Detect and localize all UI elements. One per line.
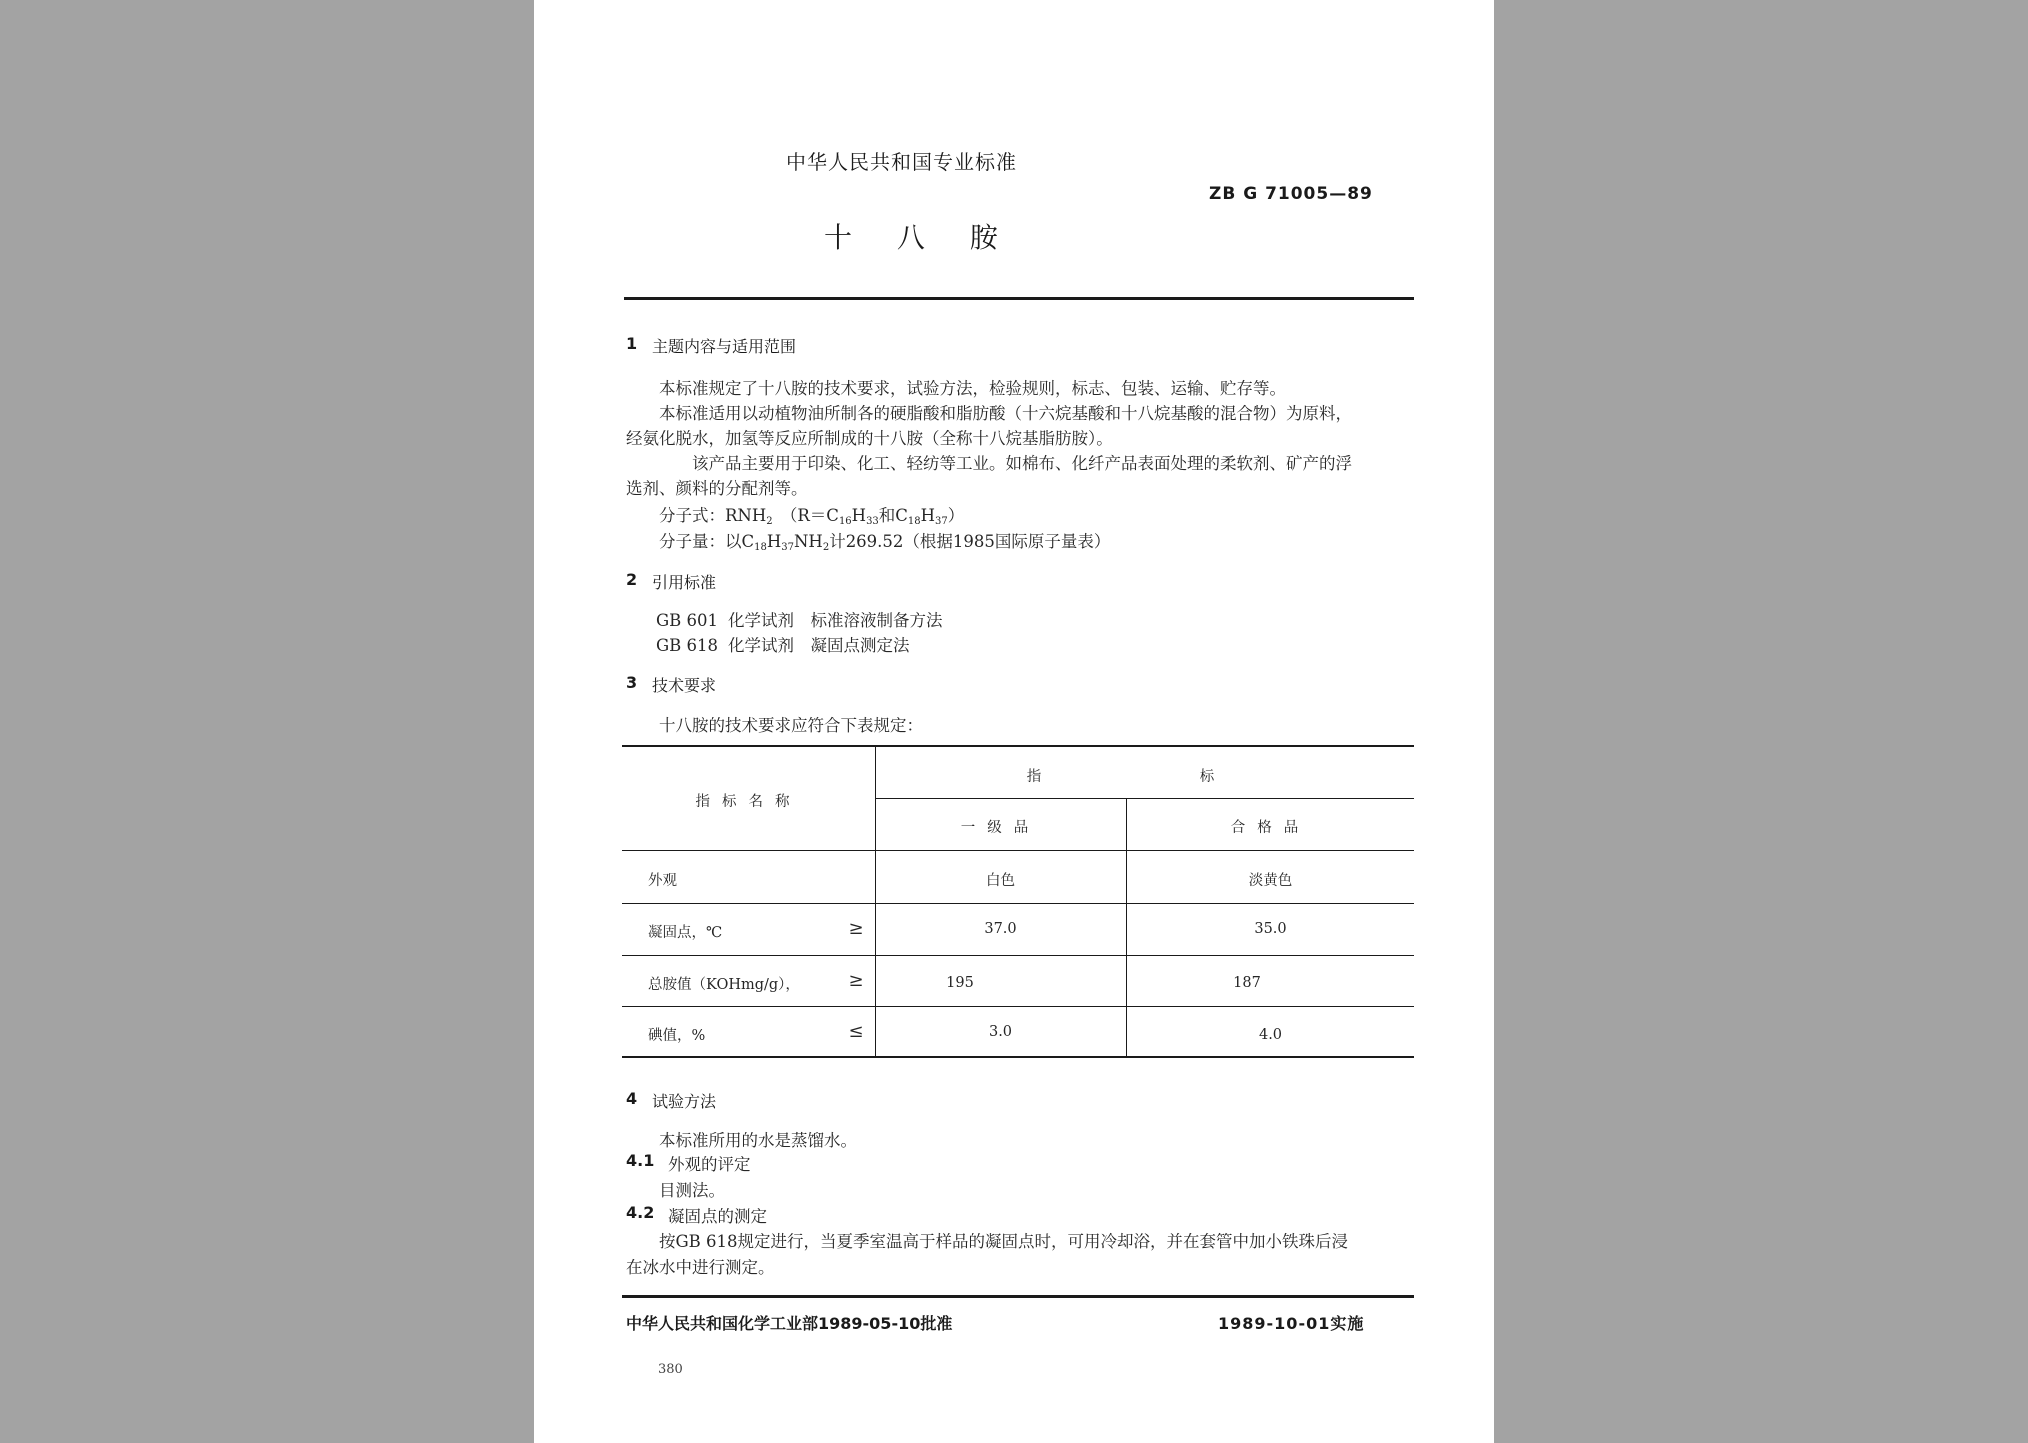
- formula-label: 分子式：: [659, 506, 725, 525]
- subsection-4-1-text: 目测法。: [659, 1181, 725, 1200]
- section4-intro: 本标准所用的水是蒸馏水。: [659, 1131, 857, 1150]
- section1-paragraph-2b: 经氨化脱水，加氢等反应所制成的十八胺（全称十八烷基脂肪胺）。: [626, 429, 1113, 448]
- table-row-grade1: 37.0: [984, 921, 1017, 937]
- subsection-4-1-title: 外观的评定: [668, 1155, 751, 1174]
- section1-title: 主题内容与适用范围: [652, 337, 797, 356]
- section4-title: 试验方法: [652, 1092, 717, 1111]
- table-row-comparator: ≥: [848, 918, 864, 939]
- org-title: 中华人民共和国专业标准: [786, 150, 1017, 174]
- document-title: 十 八 胺: [824, 221, 1016, 254]
- approval-line: 中华人民共和国化学工业部1989-05-10批准: [626, 1314, 953, 1333]
- table-row-grade2: 35.0: [1254, 921, 1287, 937]
- document-page: [534, 0, 1494, 1443]
- table-header-index-2: 标: [1199, 769, 1215, 785]
- section1-number: 1: [626, 334, 638, 353]
- table-rule: [622, 903, 1414, 904]
- table-row-grade2: 187: [1233, 975, 1261, 991]
- table-row-grade2: 淡黄色: [1248, 873, 1293, 889]
- table-row-grade2: 4.0: [1258, 1027, 1283, 1043]
- section4-number: 4: [626, 1089, 638, 1108]
- section1-paragraph-2a: 本标准适用以动植物油所制各的硬脂酸和脂肪酸（十六烷基酸和十八烷基酸的混合物）为原料，: [659, 404, 1352, 423]
- section1-paragraph-1: 本标准规定了十八胺的技术要求，试验方法，检验规则，标志、包装、运输、贮存等。: [659, 379, 1286, 398]
- subsection-4-2-number: 4.2: [626, 1203, 655, 1222]
- molecular-weight: 分子量：以$C_{18}H_{37}NH_2$计269.52（根据1985国际原子量表）: [659, 532, 1111, 553]
- footer-rule: [622, 1295, 1414, 1298]
- mw-rest: 计269.52（根据1985国际原子量表）: [829, 532, 1111, 551]
- section3-intro: 十八胺的技术要求应符合下表规定：: [659, 716, 923, 735]
- formula-h: H: [851, 506, 867, 525]
- reference-desc: 化学试剂 标准溶液制备方法: [728, 611, 943, 630]
- table-bottom-rule: [622, 1056, 1414, 1058]
- formula-r: （R＝C: [789, 506, 839, 525]
- section3-number: 3: [626, 673, 638, 692]
- table-row-name: 外观: [648, 873, 677, 889]
- section1-paragraph-3a: 该产品主要用于印染、化工、轻纺等工业。如棉布、化纤产品表面处理的柔软剂、矿产的浮: [692, 454, 1352, 473]
- subsection-4-2-title: 凝固点的测定: [668, 1207, 767, 1226]
- formula-and: 和C: [878, 506, 908, 525]
- table-rule: [875, 798, 1414, 799]
- table-row-comparator: ≤: [848, 1021, 864, 1042]
- table-row-name: 总胺值（KOHmg/g），: [648, 977, 800, 993]
- table-top-rule: [622, 745, 1414, 747]
- table-rule: [622, 955, 1414, 956]
- table-header-grade1: 一级品: [960, 820, 1041, 836]
- reference-item: [656, 607, 943, 631]
- table-header-name: 指标名称: [695, 794, 802, 810]
- section3-title: 技术要求: [652, 676, 717, 695]
- reference-code: GB 601: [656, 611, 719, 630]
- table-rule: [622, 850, 1414, 851]
- section1-paragraph-3b: 选剂、颜料的分配剂等。: [626, 479, 808, 498]
- reference-code: GB 618: [656, 636, 719, 655]
- subsection-4-2-text-a: 按GB 618规定进行，当夏季室温高于样品的凝固点时，可用冷却浴，并在套管中加小铁珠后浸: [659, 1232, 1349, 1251]
- section2-number: 2: [626, 570, 638, 589]
- section2-title: 引用标准: [652, 573, 717, 592]
- effective-date: 1989-10-01实施: [1218, 1314, 1365, 1333]
- mw-label: 分子量：以C: [659, 532, 755, 551]
- reference-desc: 化学试剂 凝固点测定法: [728, 636, 910, 655]
- reference-item: [656, 632, 910, 656]
- formula-end: H: [920, 506, 936, 525]
- subsection-4-2-text-b: 在冰水中进行测定。: [626, 1258, 775, 1277]
- page-number: 380: [658, 1362, 683, 1377]
- table-rule: [622, 1006, 1414, 1007]
- table-row-name: 碘值，%: [648, 1028, 706, 1044]
- standard-code: ZB G 71005—89: [1209, 184, 1373, 204]
- table-row-grade1: 195: [946, 975, 974, 991]
- header-rule: [624, 297, 1414, 300]
- table-row-name: 凝固点，℃: [648, 925, 723, 941]
- table-row-grade1: 白色: [986, 873, 1015, 889]
- table-row-grade1: 3.0: [988, 1024, 1013, 1040]
- table-col-rule: [875, 746, 876, 1057]
- table-header-index-1: 指: [1026, 769, 1042, 785]
- table-row-comparator: ≥: [848, 970, 864, 991]
- table-header-grade2: 合格品: [1230, 820, 1311, 836]
- molecular-formula: 分子式：$RNH_2$ （$R=C_{16}H_{33}$和$C_{18}H_{37}$）: [659, 506, 965, 527]
- subsection-4-1-number: 4.1: [626, 1151, 655, 1170]
